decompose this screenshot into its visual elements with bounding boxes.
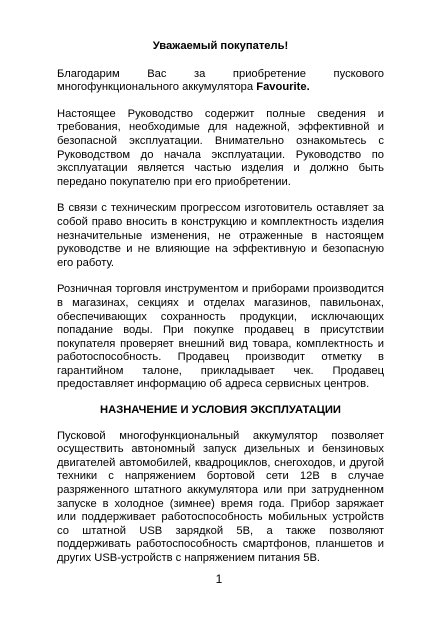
manual-info-paragraph: Настоящее Руководство содержит полные сведения и требования, необходимые для надежной, эффективной и безопасной эксплуатации. Внимательно ознакомьтесь с Руководством до начала эксплуатации. Руководство по эксплуатации является частью изделия и должно быть передано покупателю при его приобретении. xyxy=(57,107,384,188)
spacer xyxy=(57,189,384,202)
changes-notice-paragraph: В связи с техническим прогрессом изготовитель оставляет за собой право вносить в конструкцию и комплектность изделия незначительные изменения, не отраженные в настоящем руководстве и не влияющие на эффективную и безопасную его работу. xyxy=(57,202,384,269)
purpose-paragraph: Пусковой многофункциональный аккумулятор позволяет осуществить автономный запуск дизельных и бензиновых двигателей автомобилей, квадроциклов, снегоходов, и другой техники с напряжением бортовой сети 12В в случае разряженного штатного аккумулятора или при затрудненном запуске в холодное (зимнее) время года. Прибор заряжает или поддерживает работоспособность мобильных устройств со штатной USB зарядкой 5В, а также позволяют поддерживать работоспособность смартфонов, планшетов и других USB-устройств с напряжением питания 5В. xyxy=(57,429,384,564)
spacer xyxy=(57,54,384,68)
brand-name: Favourite. xyxy=(256,81,310,94)
retail-paragraph: Розничная торговля инструментом и приборами производится в магазинах, секциях и отделах магазинов, павильонах, обеспечивающих сохранность продукции, исключающих попадание воды. При покупке продавец в присутствии покупателя проверяет внешний вид товара, комплектность и работоспособность. Продавец производит отметку в гарантийном талоне, прикладывает чек. Продавец предоставляет информацию об адреса сервисных центров. xyxy=(57,283,384,391)
intro-paragraph xyxy=(57,68,384,95)
spacer xyxy=(57,270,384,283)
intro-text: Благодарим Вас за приобретение пускового многофункционального аккумулятора xyxy=(57,67,384,94)
section-title: НАЗНАЧЕНИЕ И УСЛОВИЯ ЭКСПЛУАТАЦИИ xyxy=(100,404,341,417)
page-number: 1 xyxy=(215,572,223,586)
manual-page xyxy=(57,40,384,566)
greeting-heading: Уважаемый покупатель! xyxy=(152,40,289,52)
spacer xyxy=(57,95,384,108)
